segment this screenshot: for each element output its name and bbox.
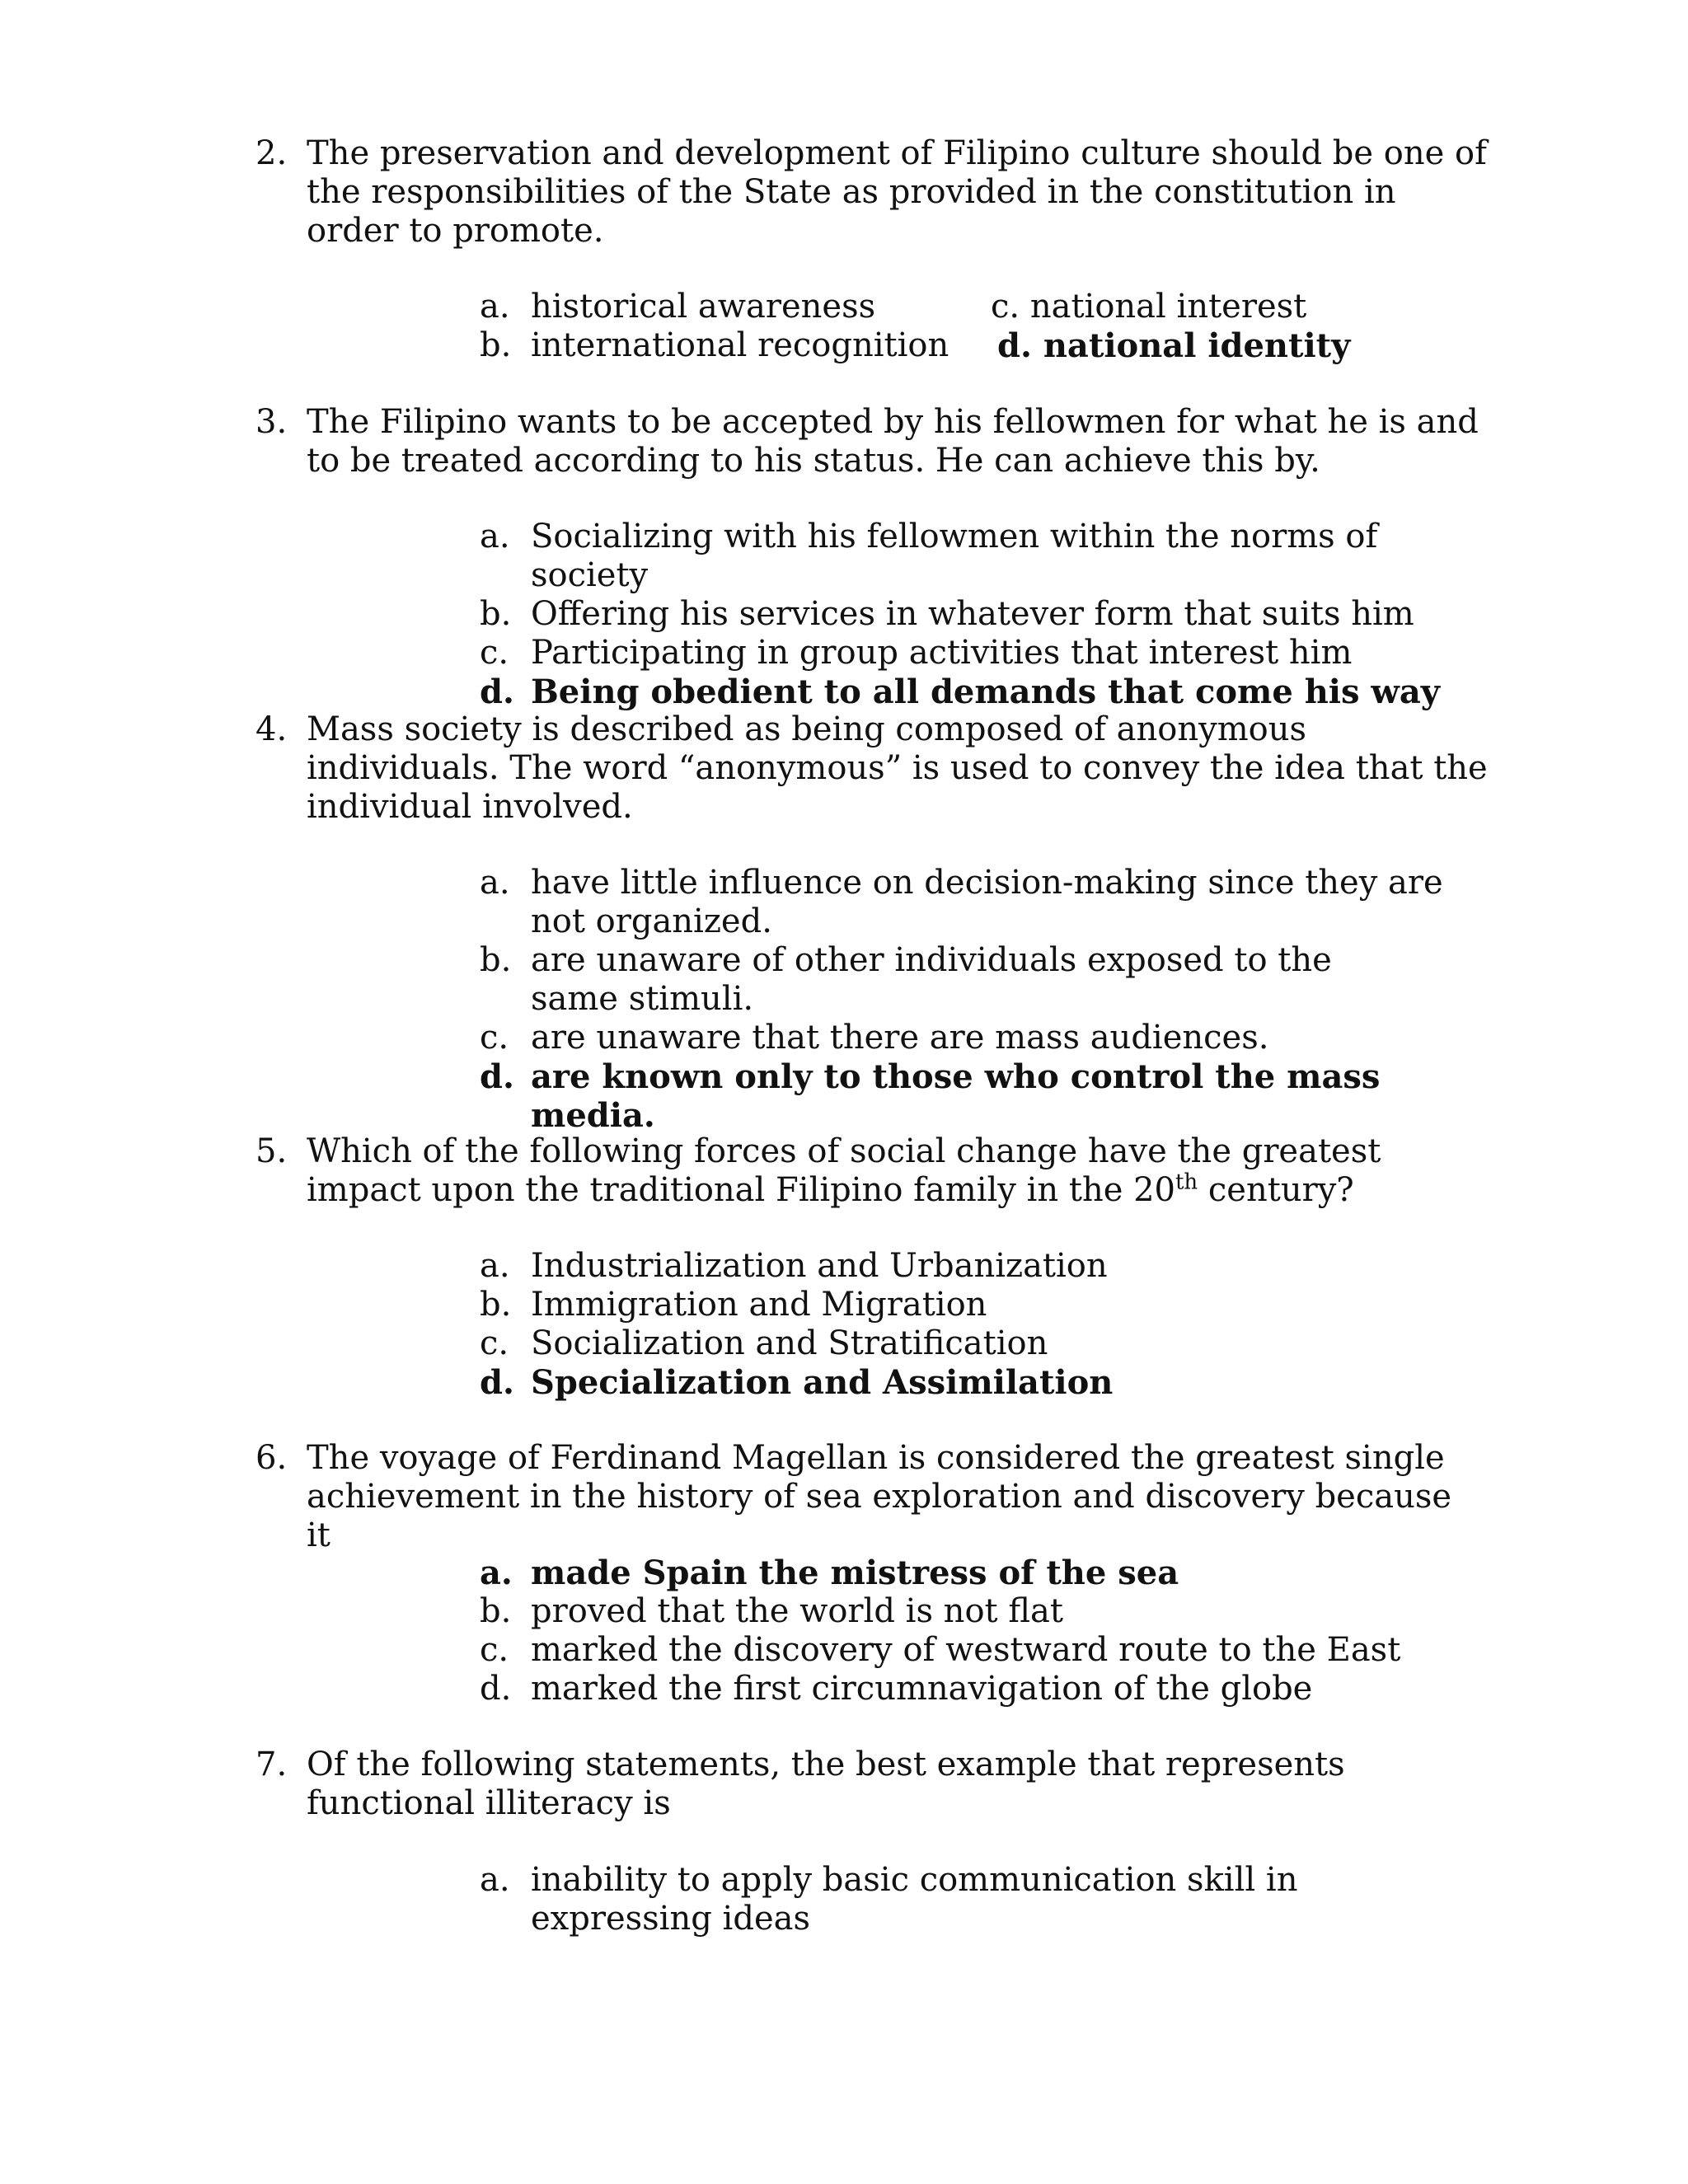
option-text: marked the discovery of westward route to the East [531,1631,1401,1669]
question-5 [256,1132,1492,1210]
question-6 [256,1439,1492,1555]
option-answer [480,1554,1502,1592]
option [480,1019,1502,1057]
question-number: 6. [256,1439,288,1477]
question-text: The voyage of Ferdinand Magellan is considered the greatest single achievement in the history of sea exploration and discovery because it [307,1439,1452,1554]
option-letter: a. [480,518,510,555]
option-letter: b. [480,595,512,633]
option-letter: b. [480,1286,512,1324]
option-text: Being obedient to all demands that come his way [531,673,1441,711]
option-letter: d. [480,673,514,711]
option [480,1247,1502,1286]
question-number: 4. [256,710,288,748]
option [480,595,1502,634]
option-text: are unaware that there are mass audiences. [531,1019,1269,1057]
option-letter: c. [480,1324,509,1362]
option [480,1286,1502,1324]
question-3 [256,403,1492,480]
option-d-answer [997,326,1350,365]
option [480,1861,1502,1938]
question-text-main: Which of the following forces of social change have the greatest impact upon the traditional Filipino family in the 20 [307,1132,1381,1209]
option-letter: c. [480,1631,509,1669]
option-text: Socialization and Stratification [531,1324,1048,1362]
option-letter: a. [480,864,510,902]
option-text: Socializing with his fellowmen within the norms of society [531,518,1378,594]
option [480,634,1502,673]
option-letter: a. [480,288,510,326]
question-7-options [480,1861,1502,1938]
option-letter: b. [480,326,512,364]
question-text: Of the following statements, the best example that represents functional illiteracy is [307,1746,1345,1822]
question-4-options [480,864,1502,1135]
question-2-options [480,288,1502,365]
option-text: are unaware of other individuals exposed to the same stimuli. [531,941,1332,1018]
option-text: Specialization and Assimilation [531,1363,1114,1402]
option-text: are known only to those who control the mass media. [531,1057,1381,1135]
option-c [991,288,1306,326]
question-text [307,1132,1493,1210]
option-text: Offering his services in whatever form that suits him [531,595,1414,633]
option-answer [480,1057,1502,1135]
superscript: th [1175,1169,1198,1195]
question-5-options [480,1247,1502,1402]
option-text: made Spain the mistress of the sea [531,1554,1179,1592]
option-text: Participating in group activities that interest him [531,634,1353,672]
question-text: The preservation and development of Filipino culture should be one of the responsibilities of the State as provided in the constitution in order to promote. [307,134,1487,250]
option-answer [480,1363,1502,1402]
option-letter: d. [480,1363,514,1402]
option-letter: c. [480,634,509,672]
option-letter: a. [480,1861,510,1899]
question-text: Mass society is described as being composed of anonymous individuals. The word “anonymous” is used to convey the idea that the individual involved. [307,710,1488,826]
option-text: international recognition [531,326,950,364]
question-number: 5. [256,1132,288,1170]
option-letter: a. [480,1247,510,1285]
question-3-options [480,518,1502,711]
option-letter: b. [480,941,512,979]
option-text: Industrialization and Urbanization [531,1247,1108,1285]
option-text: Immigration and Migration [531,1286,987,1324]
question-4 [256,710,1492,827]
option [480,1324,1502,1363]
option-text: inability to apply basic communication skill in expressing ideas [531,1861,1298,1938]
option [480,1592,1502,1631]
option-text: national interest [1029,288,1307,326]
question-text: The Filipino wants to be accepted by his fellowmen for what he is and to be treated according to his status. He can achieve this by. [307,403,1479,480]
option-letter: b. [480,1592,512,1630]
option-letter: a. [480,1554,513,1592]
question-6-options [480,1554,1502,1708]
option-letter: d. [997,326,1032,365]
question-7 [256,1746,1492,1823]
option [480,1631,1502,1670]
option [480,864,1502,941]
question-2 [256,134,1492,251]
question-text-end: century? [1198,1171,1354,1209]
option-text: national identity [1043,326,1351,365]
option-text: proved that the world is not flat [531,1592,1063,1630]
option [480,941,1502,1019]
question-number: 2. [256,134,288,172]
option-text: historical awareness [531,288,876,326]
option-letter: c. [480,1019,509,1057]
option-letter: d. [480,1670,512,1708]
option-letter: c. [991,288,1020,326]
option [480,518,1502,595]
question-number: 3. [256,403,288,441]
option-answer [480,673,1502,711]
question-number: 7. [256,1746,288,1783]
option-text: have little influence on decision-making since they are not organized. [531,864,1443,940]
option-text: marked the first circumnavigation of the globe [531,1670,1313,1708]
option [480,1670,1502,1708]
option-letter: d. [480,1057,514,1096]
